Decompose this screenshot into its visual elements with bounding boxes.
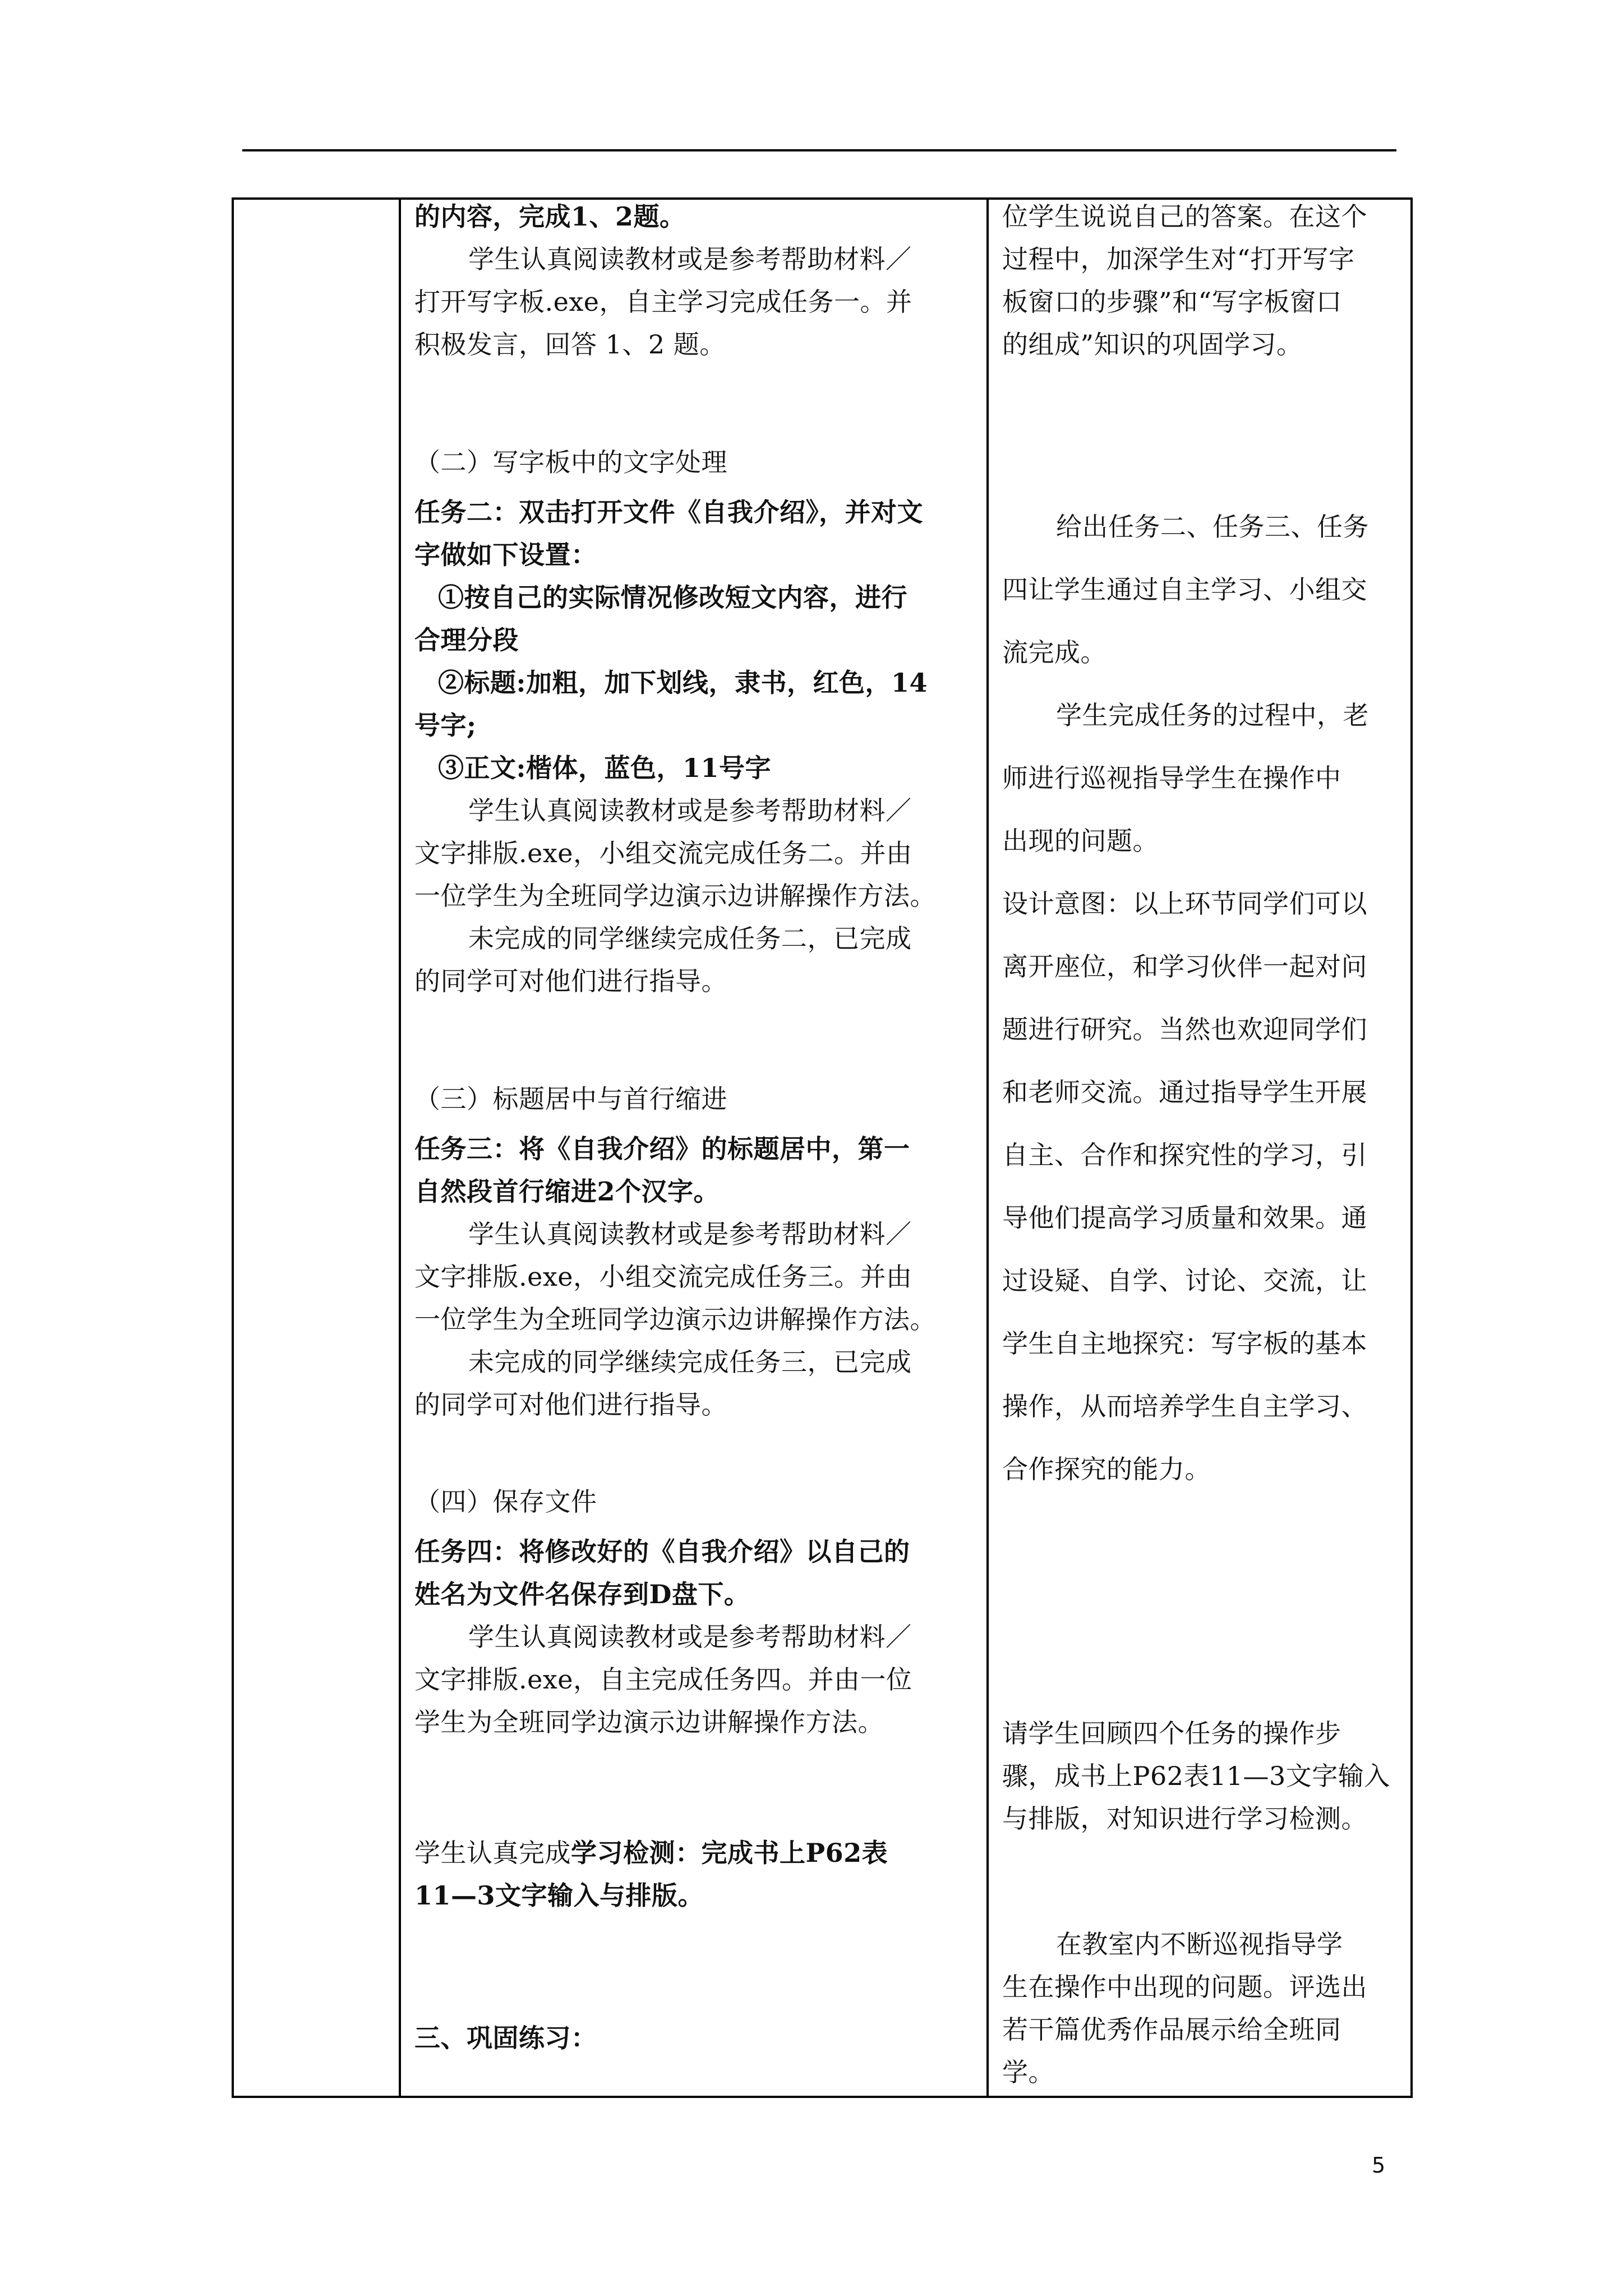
section-heading: （三）标题居中与首行缩进: [414, 1084, 727, 1114]
activity-line: 学生认真阅读教材或是参考帮助材料／: [468, 1219, 912, 1249]
intent-line: 与排版，对知识进行学习检测。: [1002, 1803, 1367, 1834]
intent-line: 骤，成书上P62表11—3文字输入: [1002, 1761, 1390, 1791]
intent-line: 师进行巡视指导学生在操作中: [1002, 763, 1341, 793]
header-rule: [242, 149, 1396, 151]
stage-column-cell: [233, 199, 400, 2097]
activity-line: 未完成的同学继续完成任务二，已完成: [468, 923, 912, 954]
task-heading: 任务四：将修改好的《自我介绍》以自己的: [414, 1536, 910, 1567]
activity-line: 学生认真阅读教材或是参考帮助材料／: [468, 244, 912, 274]
task-item: ②标题:加粗，加下划线，隶书，红色，14: [438, 668, 928, 698]
activity-line: [414, 1836, 888, 1870]
section-heading: （四）保存文件: [414, 1487, 597, 1517]
activity-text: 学生认真完成: [414, 1838, 571, 1868]
activity-line: 学生认真阅读教材或是参考帮助材料／: [468, 795, 912, 826]
intent-line: 学生完成任务的过程中，老: [1056, 700, 1369, 730]
section-heading: （二）写字板中的文字处理: [414, 447, 727, 477]
intent-line: 学生自主地探究：写字板的基本: [1002, 1328, 1367, 1359]
intent-column-cell: [988, 199, 1412, 2097]
intent-line: 离开座位，和学习伙伴一起对问: [1002, 951, 1367, 982]
activity-line: 一位学生为全班同学边演示边讲解操作方法。: [414, 881, 936, 911]
task-heading: 任务三：将《自我介绍》的标题居中，第一: [414, 1134, 910, 1164]
task-item: 号字;: [414, 710, 477, 740]
activity-line: 11—3文字输入与排版。: [414, 1880, 704, 1911]
intent-line: 设计意图：以上环节同学们可以: [1002, 889, 1367, 919]
intent-line: 给出任务二、任务三、任务: [1056, 512, 1369, 542]
intent-line: 导他们提高学习质量和效果。通: [1002, 1203, 1367, 1233]
intent-line: 若干篇优秀作品展示给全班同: [1002, 2014, 1341, 2045]
intent-line: 学。: [1002, 2057, 1054, 2087]
intent-line: 的组成”知识的巩固学习。: [1002, 329, 1303, 360]
activity-line: 的内容，完成1、2题。: [414, 201, 686, 232]
activity-line: 打开写字板.exe，自主学习完成任务一。并: [414, 287, 912, 317]
intent-line: 请学生回顾四个任务的操作步: [1002, 1718, 1341, 1749]
lesson-table: [232, 197, 1413, 2098]
task-heading: 任务二：双击打开文件《自我介绍》，并对文: [414, 497, 923, 527]
activity-line: 学生为全班同学边演示边讲解操作方法。: [414, 1707, 884, 1737]
task-heading: 字做如下设置：: [414, 540, 597, 570]
intent-line: 在教室内不断巡视指导学: [1056, 1929, 1343, 1959]
page-number: 5: [1372, 2153, 1386, 2178]
table-row: [233, 199, 1412, 2097]
intent-line: 和老师交流。通过指导学生开展: [1002, 1077, 1367, 1107]
task-heading: 自然段首行缩进2个汉字。: [414, 1176, 720, 1207]
intent-line: 四让学生通过自主学习、小组交: [1002, 574, 1367, 605]
activities-column-cell: [400, 199, 988, 2097]
activity-line: 未完成的同学继续完成任务三，已完成: [468, 1347, 912, 1377]
task-item: ①按自己的实际情况修改短文内容，进行: [438, 582, 907, 613]
activity-line: 一位学生为全班同学边演示边讲解操作方法。: [414, 1304, 936, 1335]
intent-line: 合作探究的能力。: [1002, 1454, 1211, 1484]
section-heading: 三、巩固练习：: [414, 2023, 597, 2053]
activity-line: 文字排版.exe，自主完成任务四。并由一位: [414, 1664, 912, 1695]
intent-line: 题进行研究。当然也欢迎同学们: [1002, 1014, 1367, 1045]
intent-line: 出现的问题。: [1002, 826, 1159, 856]
intent-line: 操作，从而培养学生自主学习、: [1002, 1391, 1367, 1421]
task-item: ③正文:楷体，蓝色，11号字: [438, 753, 771, 783]
activity-line: 的同学可对他们进行指导。: [414, 1389, 727, 1420]
activity-line: 文字排版.exe，小组交流完成任务二。并由: [414, 838, 912, 868]
activity-emphasis: 学习检测：完成书上P62表: [571, 1838, 888, 1868]
intent-line: 板窗口的步骤”和“写字板窗口: [1002, 287, 1343, 317]
activity-line: 学生认真阅读教材或是参考帮助材料／: [468, 1622, 912, 1652]
intent-line: 生在操作中出现的问题。评选出: [1002, 1972, 1367, 2002]
intent-line: 过设疑、自学、讨论、交流，让: [1002, 1266, 1367, 1296]
intent-line: 位学生说说自己的答案。在这个: [1002, 201, 1367, 232]
intent-line: 过程中，加深学生对“打开写字: [1002, 244, 1355, 274]
activity-line: 文字排版.exe，小组交流完成任务三。并由: [414, 1262, 912, 1292]
intent-line: 流完成。: [1002, 637, 1106, 668]
task-item: 合理分段: [414, 625, 519, 655]
task-heading: 姓名为文件名保存到D盘下。: [414, 1579, 750, 1609]
activity-line: 积极发言，回答 1、2 题。: [414, 329, 726, 360]
intent-line: 自主、合作和探究性的学习，引: [1002, 1140, 1367, 1170]
activity-line: 的同学可对他们进行指导。: [414, 966, 727, 996]
